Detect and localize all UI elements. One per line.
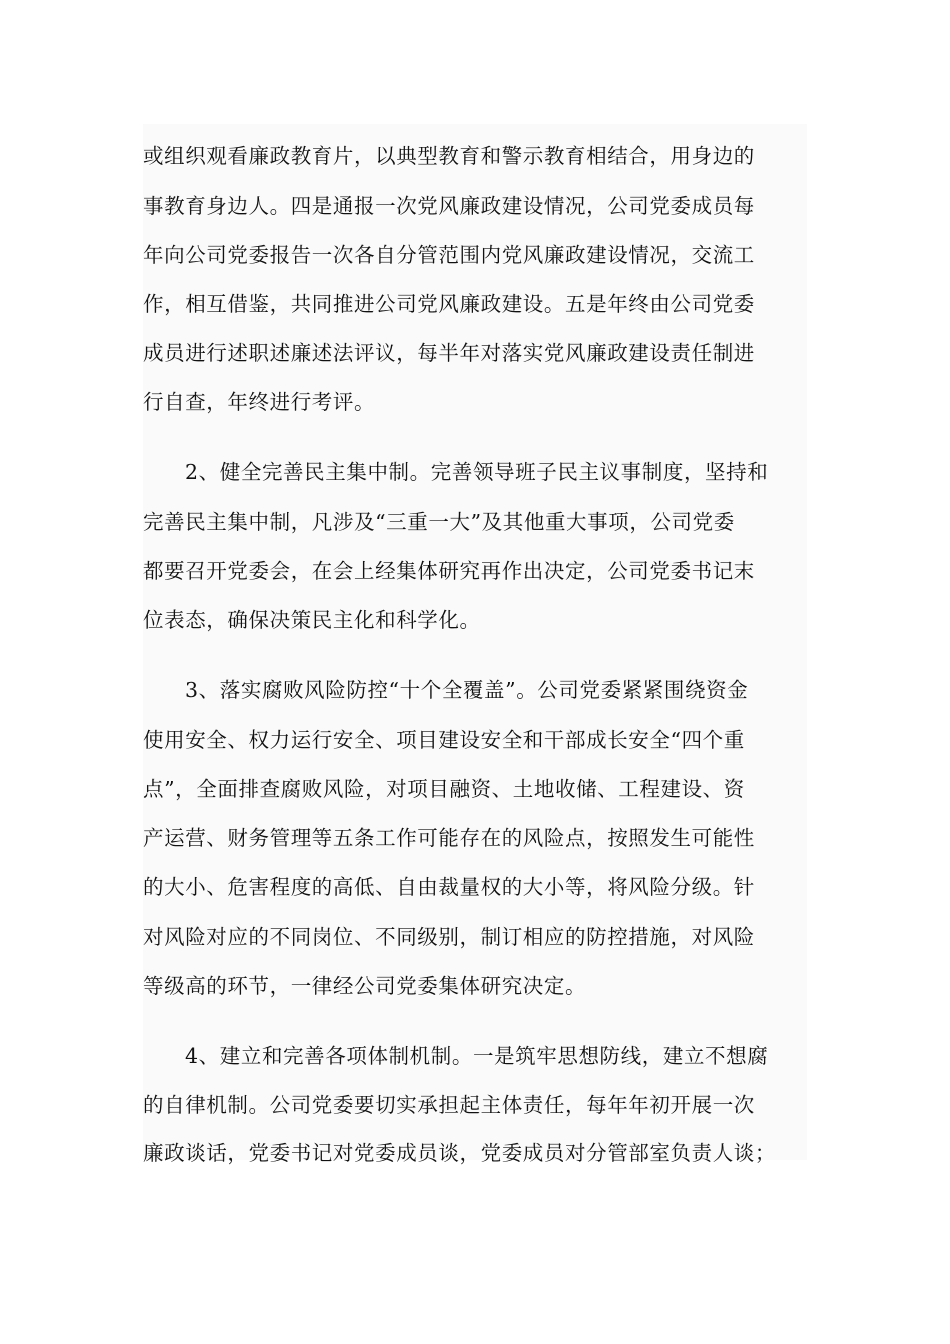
paragraph-line: 都要召开党委会，在会上经集体研究再作出决定，公司党委书记末: [143, 559, 755, 583]
paragraph-line: 使用安全、权力运行安全、项目建设安全和干部成长安全“四个重: [143, 728, 745, 752]
paragraph-line: 点”，全面排查腐败风险，对项目融资、土地收储、工程建设、资: [143, 777, 745, 801]
paragraph-line: 或组织观看廉政教育片，以典型教育和警示教育相结合，用身边的: [143, 144, 755, 168]
paragraph-line: 作，相互借鉴，共同推进公司党风廉政建设。五是年终由公司党委: [143, 292, 755, 316]
paragraph-line: 产运营、财务管理等五条工作可能存在的风险点，按照发生可能性: [143, 826, 755, 850]
paragraph-line: 4、建立和完善各项体制机制。一是筑牢思想防线，建立不想腐: [185, 1044, 769, 1068]
paragraph-line: 事教育身边人。四是通报一次党风廉政建设情况，公司党委成员每: [143, 194, 755, 218]
paragraph-line: 对风险对应的不同岗位、不同级别，制订相应的防控措施，对风险: [143, 925, 755, 949]
paragraph-line: 3、落实腐败风险防控“十个全覆盖”。公司党委紧紧围绕资金: [185, 678, 749, 702]
paragraph-line: 廉政谈话，党委书记对党委成员谈，党委成员对分管部室负责人谈；: [143, 1141, 776, 1165]
paragraph-line: 的大小、危害程度的高低、自由裁量权的大小等，将风险分级。针: [143, 875, 755, 899]
paragraph-line: 等级高的环节，一律经公司党委集体研究决定。: [143, 974, 587, 998]
paragraph-line: 2、健全完善民主集中制。完善领导班子民主议事制度，坚持和: [185, 460, 769, 484]
paragraph-line: 的自律机制。公司党委要切实承担起主体责任，每年年初开展一次: [143, 1093, 755, 1117]
paragraph-line: 完善民主集中制，凡涉及“三重一大”及其他重大事项，公司党委: [143, 510, 735, 534]
paragraph-line: 位表态，确保决策民主化和科学化。: [143, 608, 481, 632]
paragraph-line: 行自查，年终进行考评。: [143, 390, 376, 414]
paragraph-line: 年向公司党委报告一次各自分管范围内党风廉政建设情况，交流工: [143, 243, 755, 267]
paragraph-line: 成员进行述职述廉述法评议，每半年对落实党风廉政建设责任制进: [143, 341, 755, 365]
document-body: [143, 124, 807, 1165]
